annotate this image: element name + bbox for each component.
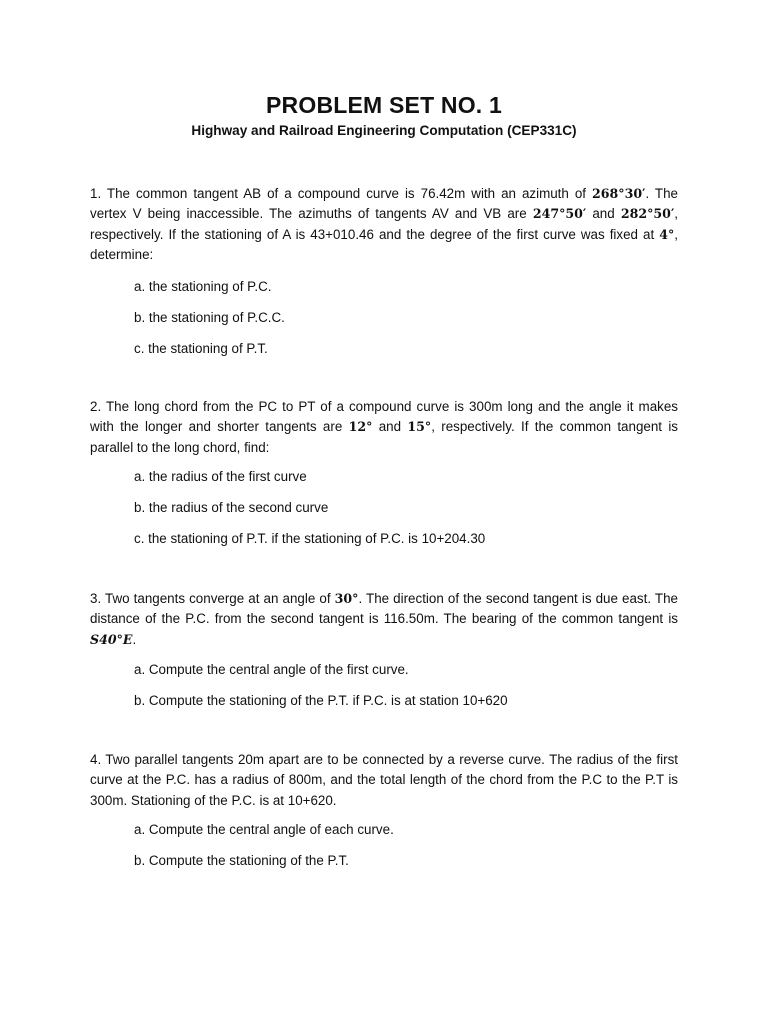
problem-text: 1. The common tangent AB of a compound curve is 76.42m with an azimuth of	[90, 186, 592, 201]
math-angle-longer: 12°	[348, 419, 373, 435]
sub-question: b. Compute the stationing of the P.T.	[134, 853, 349, 869]
problem-3-stem	[90, 589, 678, 650]
problem-text: and	[372, 419, 408, 435]
problem-text: 4. Two parallel tangents 20m apart are to be connected by a reverse curve. The radius of the first curve at the P.C. has a radius of 800m, and the total length of the chord from the P.C to the P.T is 300m. Stationing of the P.C. is at 10+620.	[90, 752, 678, 808]
problem-text: , respectively. If the stationing of A is 43+010.46 and the degree of the first curve was fixed at	[90, 206, 678, 242]
problem-2-stem	[90, 397, 678, 458]
sub-question: c. the stationing of P.T.	[134, 340, 268, 356]
page-subtitle: Highway and Railroad Engineering Computation (CEP331C)	[191, 123, 577, 138]
problem-text: , respectively. If the common tangent is parallel to the long chord, find:	[90, 419, 678, 455]
problem-text: and	[586, 206, 621, 222]
problem-text: .	[132, 631, 137, 647]
math-converge-angle: 30°	[334, 591, 359, 606]
problem-text: . The vertex V being inaccessible. The azimuths of tangents AV and VB are	[90, 186, 678, 222]
problem-2	[90, 397, 678, 549]
page-title: PROBLEM SET NO. 1	[266, 92, 502, 118]
sub-question: b. Compute the stationing of the P.T. if P.C. is at station 10+620	[134, 693, 508, 709]
math-angle-shorter: 15°	[407, 419, 432, 435]
sub-question: b. the radius of the second curve	[134, 500, 329, 516]
sub-question: a. the stationing of P.C.	[134, 278, 272, 294]
problem-text: . The direction of the second tangent is due east. The distance of the P.C. from the second tangent is 116.50m. The bearing of the common tangent is	[90, 591, 678, 627]
problem-text: 2. The long chord from the PC to PT of a compound curve is 300m long and the angle it makes with the longer and shorter tangents are	[90, 399, 678, 435]
math-degree-curve: 4°	[659, 226, 675, 242]
problem-text: 3. Two tangents converge at an angle of	[90, 591, 335, 606]
sub-question: a. the radius of the first curve	[134, 469, 307, 485]
sub-question: a. Compute the central angle of the first curve.	[134, 662, 409, 678]
problem-1-stem	[90, 184, 678, 266]
math-azimuth-ab: 268°30′	[592, 186, 646, 201]
math-azimuth-av: 247°50′	[532, 206, 587, 222]
sub-question: c. the stationing of P.T. if the stationing of P.C. is 10+204.30	[134, 531, 486, 547]
math-bearing: S40°E	[90, 631, 133, 647]
problem-3	[90, 589, 678, 711]
math-azimuth-vb: 282°50′	[620, 206, 675, 222]
sub-question: a. Compute the central angle of each curve.	[134, 822, 394, 838]
problem-1	[90, 184, 678, 359]
sub-question: b. the stationing of P.C.C.	[134, 309, 285, 325]
problem-4	[90, 750, 678, 871]
problem-4-stem	[90, 750, 678, 811]
problem-text: , determine:	[90, 226, 678, 263]
